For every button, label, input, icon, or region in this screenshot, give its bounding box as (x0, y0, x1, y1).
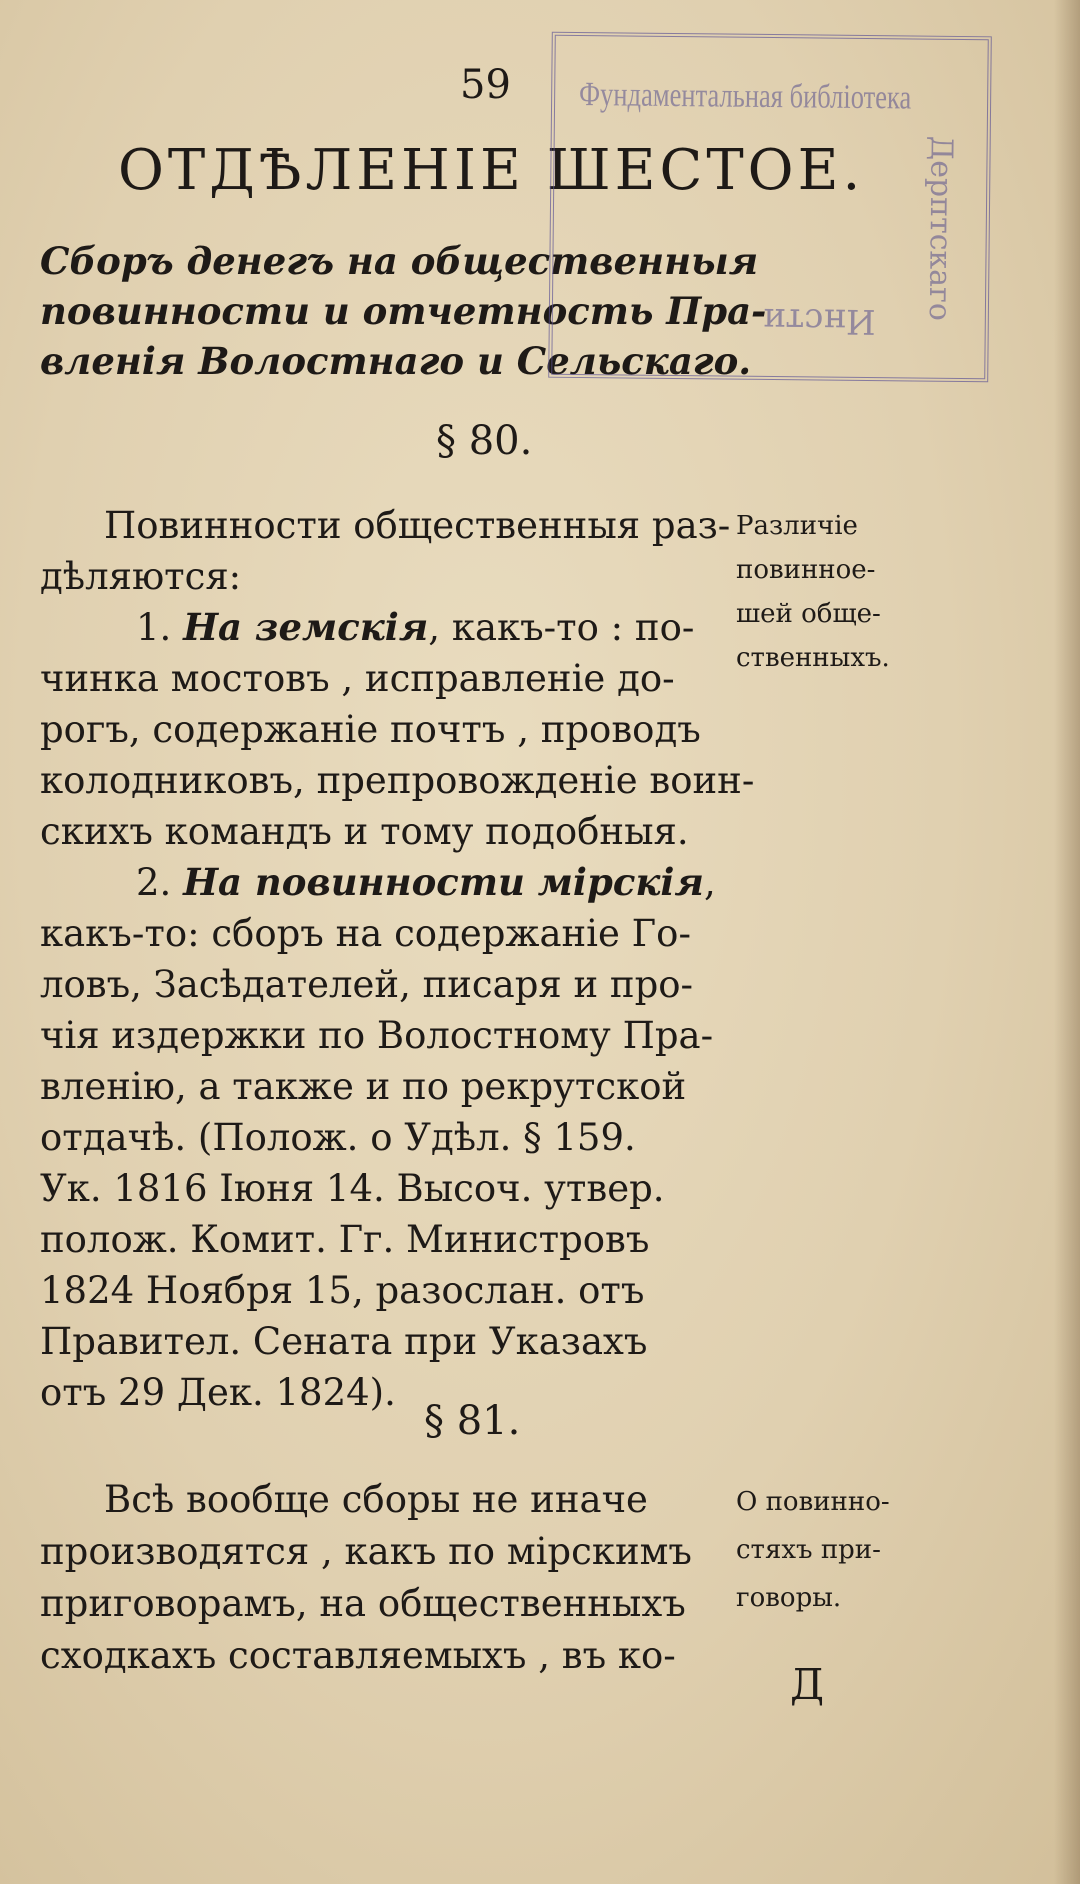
text-line: полож. Комит. Гг. Министровъ (40, 1218, 650, 1261)
text-line: отдачѣ. (Полож. о Удѣл. § 159. (40, 1116, 636, 1159)
library-stamp (548, 32, 992, 383)
subtitle-line: вленія Волостнаго и Сельскаго. (40, 339, 752, 383)
item-1-rest: , какъ-то : по- (428, 606, 695, 649)
text-line: Ук. 1816 Іюня 14. Высоч. утвер. (40, 1167, 665, 1210)
item-2-rest: , (703, 861, 716, 904)
page-number: 59 (460, 62, 511, 108)
text-line: Всѣ вообще сборы не иначе (104, 1478, 648, 1521)
text-line: колодниковъ, препровожденіе воин- (40, 759, 755, 802)
text-line: вленію, а также и по рекрутской (40, 1065, 687, 1108)
text-line: ловъ, Засѣдателей, писаря и про- (40, 963, 694, 1006)
margin-note-line: говоры. (736, 1583, 842, 1613)
item-2-number: 2. (136, 861, 172, 904)
subtitle-line: повинности и отчетность Пра- (40, 289, 767, 333)
section-81-heading: § 81. (424, 1398, 521, 1444)
chapter-title: ОТДѢЛЕНІЕ ШЕСТОЕ. (118, 138, 865, 203)
text-line: Повинности общественныя раз- (104, 504, 731, 547)
text-line: дѣляются: (40, 555, 242, 598)
signature-mark: Д (790, 1660, 825, 1709)
stamp-bottom-text: Инсти (762, 299, 876, 342)
text-line: скихъ командъ и тому подобныя. (40, 810, 689, 853)
subtitle-line: Сборъ денегъ на общественныя (40, 239, 759, 283)
item-2-line (40, 857, 730, 908)
text-line: отъ 29 Дек. 1824). (40, 1371, 396, 1414)
item-1-line (40, 602, 730, 653)
item-2-heading: На повинности мірскія (183, 860, 704, 904)
stamp-side-text: Дерптскаго (921, 135, 959, 322)
text-line: сходкахъ составляемыхъ , въ ко- (40, 1634, 676, 1677)
text-line: какъ-то: сборъ на содержаніе Го- (40, 912, 691, 955)
margin-note-line: Различіе (736, 511, 858, 541)
page-fold-shadow (1054, 0, 1080, 1884)
text-line: приговорамъ, на общественныхъ (40, 1582, 686, 1625)
margin-note-line: повинное- (736, 555, 876, 585)
item-1-heading: На земскія (183, 605, 429, 649)
section-81-body (40, 1474, 730, 1682)
margin-note-2 (736, 1478, 946, 1622)
section-80-heading: § 80. (436, 418, 533, 464)
text-line: Правител. Сената при Указахъ (40, 1320, 648, 1363)
text-line: производятся , какъ по мірскимъ (40, 1530, 692, 1573)
text-line: рогъ, содержаніе почтъ , проводъ (40, 708, 701, 751)
stamp-top-text: Фундаментальная библіотека (578, 75, 912, 117)
margin-note-line: ственныхъ. (736, 643, 890, 673)
margin-note-line: шей обще- (736, 599, 881, 629)
margin-note-1 (736, 504, 946, 680)
item-1-number: 1. (136, 606, 172, 649)
section-80-body (40, 500, 755, 1418)
text-line: чинка мостовъ , исправленіе до- (40, 657, 675, 700)
margin-note-line: стяхъ при- (736, 1535, 881, 1565)
margin-note-line: О повинно- (736, 1487, 890, 1517)
text-line: 1824 Ноября 15, разослан. отъ (40, 1269, 645, 1312)
text-line: чія издержки по Волостному Пра- (40, 1014, 714, 1057)
